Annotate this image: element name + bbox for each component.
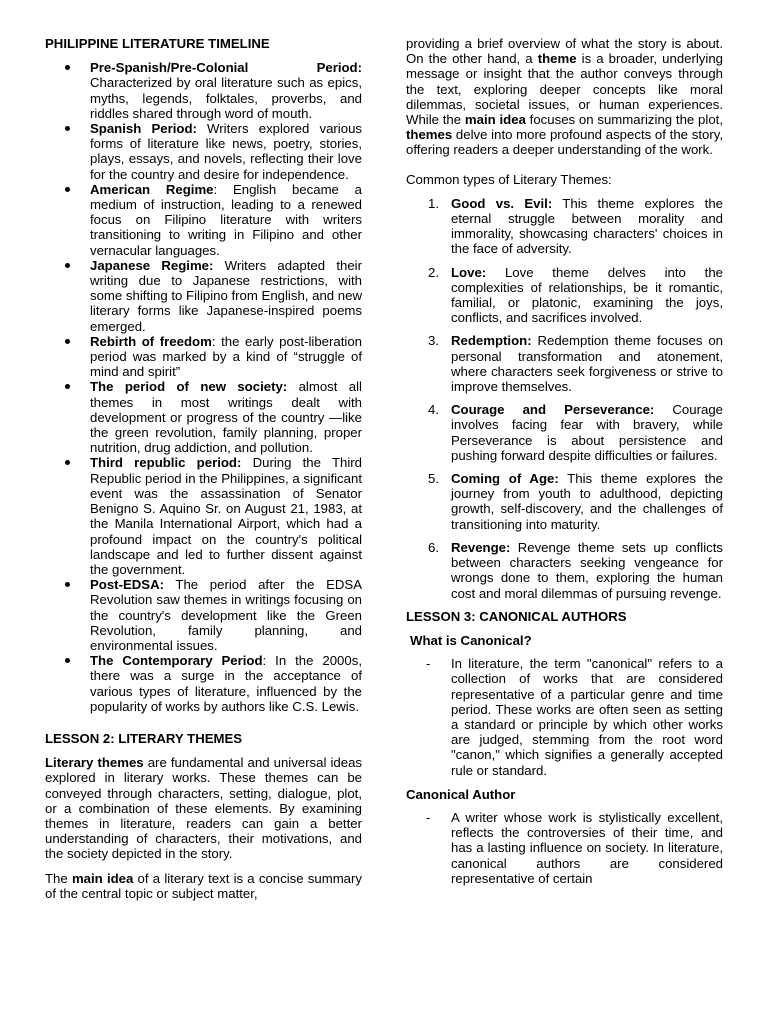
canonical-author-heading: Canonical Author [406, 786, 516, 802]
main-idea-paragraph: The main idea of a literary text is a concise summary of the central topic or subject matter, [45, 870, 363, 901]
period-item: The period of new society: almost all themes in most writings dealt with development or progress of the country —like the green revolution, family planning, proper nutrition, drug addiction, and pollution. [45, 379, 362, 455]
period-item: Post-EDSA: The period after the EDSA Revolution saw themes in writings focusing on the country's development like the Green Revolution, family planning, and environmental issues. [45, 577, 362, 653]
period-item: Pre-Spanish/Pre-Colonial Period: Characterized by oral literature such as epics, myths, legends, folktales, proverbs, and riddles shared through word of mouth. [45, 60, 362, 121]
lesson3-heading: LESSON 3: CANONICAL AUTHORS [406, 608, 627, 624]
what-is-canonical-heading: What is Canonical? [410, 632, 532, 648]
lesson2-paragraph: Literary themes are fundamental and universal ideas explored in literary works. These themes can be conveyed through characters, setting, dialogue, plot, or a combination of these elements. By examining themes in literature, readers can gain a better understanding of characters, their motivations, and the society depicted in the story. [45, 755, 362, 862]
period-item: Rebirth of freedom: the early post-liberation period was marked by a kind of “struggle of mind and spirit” [45, 334, 362, 380]
period-list [45, 60, 362, 714]
period-item: Third republic period: During the Third Republic period in the Philippines, a significant event was the assassination of Senator Benigno S. Aquino Sr. on August 21, 1983, at the Manila International Airport, which had a profound impact on the country's political landscape and led to further dissent against the government. [45, 455, 362, 577]
continued-paragraph: providing a brief overview of what the story is about. On the other hand, a theme is a broader, underlying message or insight that the author conveys through the text, exploring deeper concepts like moral dilemmas, societal issues, or human experiences. While the main idea focuses on summarizing the plot, themes delve into more profound aspects of the story, offering readers a deeper understanding of the work. [406, 36, 723, 158]
period-item: Spanish Period: Writers explored various forms of literature like news, poetry, stories, plays, essays, and novels, reflecting their love for the country and desire for independence. [45, 121, 362, 182]
period-item: American Regime: English became a medium of instruction, leading to a renewed focus on Filipino literature with writers transitioning to writing in Filipino and other vernacular languages. [45, 182, 362, 258]
theme-item: 5. Coming of Age: This theme explores the journey from youth to adulthood, depicting growth, self-discovery, and the challenges of transitioning into maturity. [428, 471, 723, 532]
theme-item: 4. Courage and Perseverance: Courage involves facing fear with bravery, while Perseverance is about persistence and pushing forward despite difficulties or failures. [428, 402, 723, 463]
theme-list [406, 196, 723, 601]
left-column [45, 36, 362, 901]
timeline-title: PHILIPPINE LITERATURE TIMELINE [45, 36, 270, 51]
theme-item: 3. Redemption: Redemption theme focuses on personal transformation and atonement, where characters seek forgiveness or strive to improve themselves. [428, 333, 723, 395]
canonical-author-list [406, 810, 723, 886]
lesson2-heading: LESSON 2: LITERARY THEMES [45, 730, 243, 746]
common-types-label: Common types of Literary Themes: [406, 171, 612, 187]
theme-item: 1. Good vs. Evil: This theme explores the eternal struggle between morality and immorality, showcasing characters' choices in the face of adversity. [428, 195, 723, 257]
canonical-definition: - In literature, the term "canonical" refers to a collection of works that are considered representative of a particular genre and time period. These works are often seen as setting a standard or principle by which other works are judged, stemming from the root word "canon," which signifies a generally accepted rule or standard. [426, 656, 723, 778]
theme-item: 2. Love: Love theme delves into the complexities of relationships, be it romantic, familial, or platonic, examining the joys, conflicts, and sacrifices involved. [428, 264, 723, 326]
canonical-author-definition: - A writer whose work is stylistically excellent, reflects the controversies of their time, and has a lasting influence on society. In literature, canonical authors are considered representative of certain [426, 809, 723, 886]
right-column [406, 36, 723, 886]
period-item: The Contemporary Period: In the 2000s, there was a surge in the acceptance of various types of literature, influenced by the popularity of works by authors like C.S. Lewis. [45, 653, 362, 714]
canonical-definition-list [406, 656, 723, 778]
theme-item: 6. Revenge: Revenge theme sets up conflicts between characters seeking vengeance for wrongs done to them, exploring the human cost and moral dilemmas of pursuing revenge. [428, 539, 723, 601]
period-item: Japanese Regime: Writers adapted their writing due to Japanese restrictions, with some shifting to Filipino from English, and new literary forms like Japanese-inspired poems emerged. [45, 258, 362, 334]
